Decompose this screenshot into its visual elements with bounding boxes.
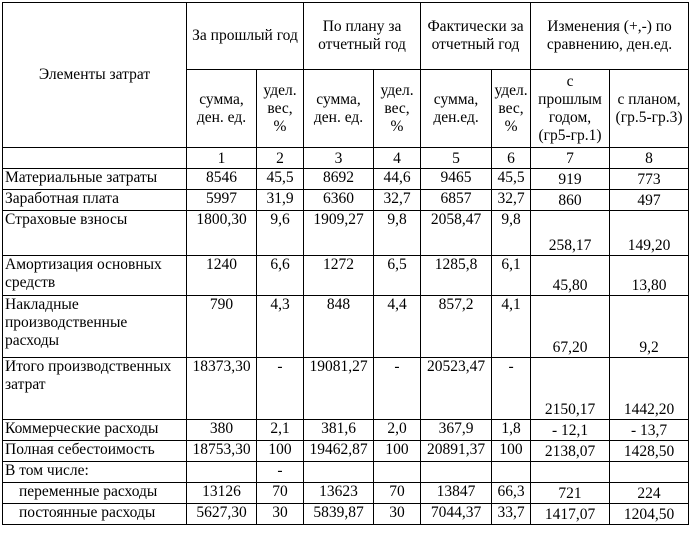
cell-sum-plan: 19081,27 (304, 358, 374, 420)
cell-weight-plan: 30 (374, 504, 421, 525)
header-elements: Элементы затрат (3, 3, 187, 148)
cell-sum-plan: 381,6 (304, 420, 374, 441)
header-plan: По плану за отчетный год (304, 3, 421, 70)
cell-weight-actual: - (492, 358, 531, 420)
cell-vs-plan: 149,20 (610, 211, 689, 256)
cell-vs-prev: 45,80 (531, 256, 610, 296)
cell-vs-prev: 2138,07 (531, 441, 610, 462)
cell-weight-plan: 100 (374, 441, 421, 462)
cell-sum-actual: 7044,37 (421, 504, 492, 525)
column-numbers-row (3, 148, 689, 169)
cell-sum-plan: 8692 (304, 169, 374, 190)
cell-vs-plan: 773 (610, 169, 689, 190)
cell-weight-actual: 1,8 (492, 420, 531, 441)
cell-weight-actual: 66,3 (492, 483, 531, 504)
cell-sum-prev: 1800,30 (187, 211, 257, 256)
cell-vs-prev: 860 (531, 190, 610, 211)
cell-weight-prev: 9,6 (257, 211, 304, 256)
header-weight-prev: удел. вес, % (257, 70, 304, 148)
header-actual: Фактически за отчетный год (421, 3, 531, 70)
column-number: 5 (421, 148, 492, 169)
row-label: Полная себестоимость (3, 441, 187, 462)
row-label: Страховые взносы (3, 211, 187, 256)
column-number: 8 (610, 148, 689, 169)
header-vs-plan: с планом, (гр.5-гр.3) (610, 70, 689, 148)
cell-vs-prev: 1417,07 (531, 504, 610, 525)
cell-weight-actual: 9,8 (492, 211, 531, 256)
cell-weight-plan: 9,8 (374, 211, 421, 256)
cell-vs-prev: 721 (531, 483, 610, 504)
header-sum-plan: сумма, ден. ед. (304, 70, 374, 148)
cell-weight-actual: 33,7 (492, 504, 531, 525)
cell-sum-actual: 13847 (421, 483, 492, 504)
cell-vs-prev: 919 (531, 169, 610, 190)
cell-sum-prev: 1240 (187, 256, 257, 296)
cell-weight-plan: 6,5 (374, 256, 421, 296)
cell-vs-plan: 224 (610, 483, 689, 504)
cell-vs-plan (610, 462, 689, 483)
cell-sum-prev: 380 (187, 420, 257, 441)
cell-weight-plan (374, 462, 421, 483)
cell-vs-plan: 1428,50 (610, 441, 689, 462)
cell-sum-actual: 367,9 (421, 420, 492, 441)
header-weight-actual: удел. вес, % (492, 70, 531, 148)
cell-sum-plan: 5839,87 (304, 504, 374, 525)
header-weight-plan: удел. вес, % (374, 70, 421, 148)
table-row (3, 211, 689, 256)
cell-weight-prev: - (257, 462, 304, 483)
row-label: Итого производственных затрат (3, 358, 187, 420)
cell-vs-prev: 2150,17 (531, 358, 610, 420)
cell-sum-prev: 18373,30 (187, 358, 257, 420)
cell-weight-plan: 2,0 (374, 420, 421, 441)
cell-vs-plan: 13,80 (610, 256, 689, 296)
cell-weight-plan: 32,7 (374, 190, 421, 211)
cell-weight-plan: 44,6 (374, 169, 421, 190)
row-label: Коммерческие расходы (3, 420, 187, 441)
cell-weight-actual: 4,1 (492, 296, 531, 358)
cell-weight-prev: 45,5 (257, 169, 304, 190)
table-row (3, 441, 689, 462)
cell-weight-prev: 6,6 (257, 256, 304, 296)
cell-sum-actual: 20891,37 (421, 441, 492, 462)
cell-sum-plan: 6360 (304, 190, 374, 211)
cell-weight-prev: 100 (257, 441, 304, 462)
cell-sum-actual: 1285,8 (421, 256, 492, 296)
header-changes: Изменения (+,-) по сравнению, ден.ед. (531, 3, 689, 70)
cell-sum-prev: 8546 (187, 169, 257, 190)
table-row (3, 358, 689, 420)
cell-weight-actual: 45,5 (492, 169, 531, 190)
table-row (3, 296, 689, 358)
header-vs-prev: с прошлым годом, (гр5-гр.1) (531, 70, 610, 148)
row-label: постоянные расходы (3, 504, 187, 525)
cell-sum-plan: 13623 (304, 483, 374, 504)
row-label: переменные расходы (3, 483, 187, 504)
table-row (3, 483, 689, 504)
cell-weight-actual: 32,7 (492, 190, 531, 211)
cell-weight-prev: 31,9 (257, 190, 304, 211)
row-label: В том числе: (3, 462, 187, 483)
column-number: 7 (531, 148, 610, 169)
row-label: Амортизация основных средств (3, 256, 187, 296)
table-row (3, 190, 689, 211)
header-prev-year: За прошлый год (187, 3, 304, 70)
cell-vs-prev: - 12,1 (531, 420, 610, 441)
column-number: 4 (374, 148, 421, 169)
row-label: Заработная плата (3, 190, 187, 211)
cell-sum-plan: 1909,27 (304, 211, 374, 256)
row-label: Накладные производственные расходы (3, 296, 187, 358)
cell-sum-prev: 5627,30 (187, 504, 257, 525)
header-sum-actual: сумма, ден.ед. (421, 70, 492, 148)
cell-sum-prev: 13126 (187, 483, 257, 504)
cell-sum-actual: 2058,47 (421, 211, 492, 256)
column-number-blank (3, 148, 187, 169)
cell-weight-prev: 2,1 (257, 420, 304, 441)
cell-sum-prev (187, 462, 257, 483)
column-number: 2 (257, 148, 304, 169)
table-row (3, 462, 689, 483)
header-row-1 (3, 3, 689, 70)
cell-weight-actual: 100 (492, 441, 531, 462)
column-number: 6 (492, 148, 531, 169)
cell-sum-actual: 20523,47 (421, 358, 492, 420)
table-row (3, 256, 689, 296)
cell-weight-plan: 70 (374, 483, 421, 504)
cell-weight-plan: 4,4 (374, 296, 421, 358)
cell-weight-prev: 70 (257, 483, 304, 504)
cell-weight-plan: - (374, 358, 421, 420)
cell-weight-prev: - (257, 358, 304, 420)
column-number: 1 (187, 148, 257, 169)
cell-sum-plan: 1272 (304, 256, 374, 296)
cell-vs-plan: 1442,20 (610, 358, 689, 420)
cell-vs-plan: - 13,7 (610, 420, 689, 441)
cell-vs-plan: 497 (610, 190, 689, 211)
cell-sum-prev: 5997 (187, 190, 257, 211)
cell-vs-plan: 1204,50 (610, 504, 689, 525)
header-sum-prev: сумма, ден. ед. (187, 70, 257, 148)
cell-vs-prev (531, 462, 610, 483)
table-row (3, 420, 689, 441)
cell-sum-plan: 19462,87 (304, 441, 374, 462)
cell-sum-actual: 857,2 (421, 296, 492, 358)
cell-vs-prev: 67,20 (531, 296, 610, 358)
table-row (3, 169, 689, 190)
cell-vs-plan: 9,2 (610, 296, 689, 358)
cell-sum-actual: 9465 (421, 169, 492, 190)
cell-sum-actual (421, 462, 492, 483)
cell-sum-plan (304, 462, 374, 483)
cell-sum-plan: 848 (304, 296, 374, 358)
cell-sum-actual: 6857 (421, 190, 492, 211)
row-label: Материальные затраты (3, 169, 187, 190)
cell-weight-prev: 30 (257, 504, 304, 525)
cell-sum-prev: 790 (187, 296, 257, 358)
cell-weight-actual: 6,1 (492, 256, 531, 296)
cost-elements-table (2, 2, 689, 525)
cell-weight-prev: 4,3 (257, 296, 304, 358)
column-number: 3 (304, 148, 374, 169)
cell-vs-prev: 258,17 (531, 211, 610, 256)
cell-weight-actual (492, 462, 531, 483)
table-row (3, 504, 689, 525)
cell-sum-prev: 18753,30 (187, 441, 257, 462)
